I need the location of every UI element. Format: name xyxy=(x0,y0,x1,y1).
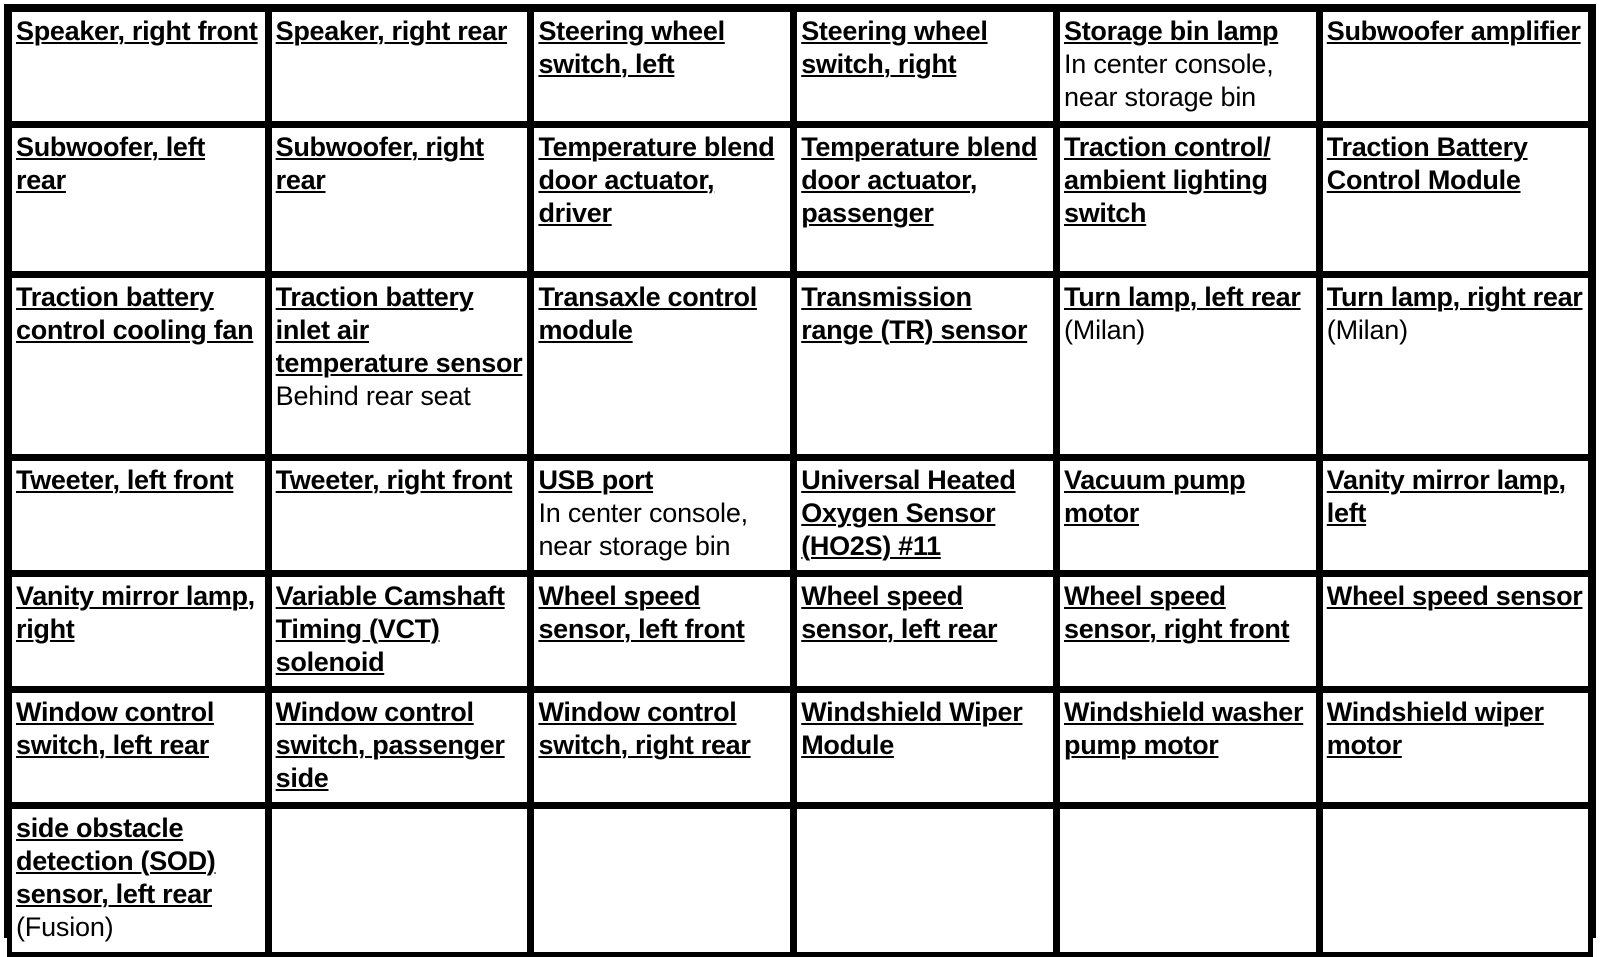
component-link[interactable]: Wheel speed sensor xyxy=(1326,581,1583,611)
component-link[interactable]: Speaker, right front xyxy=(16,16,258,46)
table-cell xyxy=(1058,691,1318,804)
empty-cell xyxy=(532,807,792,954)
component-link[interactable]: Vacuum pump motor xyxy=(1064,465,1246,528)
table-cell xyxy=(10,276,267,456)
table-cell xyxy=(10,459,267,572)
component-link[interactable]: Window control switch, left rear xyxy=(16,697,215,760)
table-cell xyxy=(1321,126,1590,273)
table-cell xyxy=(1321,575,1590,688)
location-note: (Fusion) xyxy=(16,912,114,942)
table-cell xyxy=(532,575,792,688)
location-note: In center console, near storage bin xyxy=(1064,49,1274,112)
component-link[interactable]: Windshield Wiper Module xyxy=(801,697,1023,760)
component-link[interactable]: Vanity mirror lamp, right xyxy=(16,581,255,644)
table-cell xyxy=(270,126,530,273)
table-cell xyxy=(10,10,267,123)
empty-cell xyxy=(1058,807,1318,954)
location-note: (Milan) xyxy=(1064,315,1146,345)
component-link[interactable]: side obstacle detection (SOD) sensor, left rear xyxy=(16,813,216,909)
location-note: In center console, near storage bin xyxy=(538,498,748,561)
table-row xyxy=(10,807,1590,954)
component-link[interactable]: Window control switch, passenger side xyxy=(275,697,505,793)
table-cell xyxy=(795,575,1055,688)
component-link[interactable]: Windshield washer pump motor xyxy=(1064,697,1304,760)
component-link[interactable]: Tweeter, right front xyxy=(275,465,513,495)
table-cell xyxy=(1058,126,1318,273)
component-link[interactable]: Vanity mirror lamp, left xyxy=(1326,465,1566,528)
component-link[interactable]: Window control switch, right rear xyxy=(538,697,751,760)
component-link[interactable]: Variable Camshaft Timing (VCT) solenoid xyxy=(275,581,505,677)
component-link[interactable]: Temperature blend door actuator, passenger xyxy=(801,132,1038,228)
table-cell xyxy=(795,459,1055,572)
table-row xyxy=(10,459,1590,572)
component-location-grid xyxy=(4,4,1596,942)
component-link[interactable]: Transaxle control module xyxy=(538,282,757,345)
table-cell xyxy=(1321,459,1590,572)
component-link[interactable]: Turn lamp, left rear xyxy=(1064,282,1301,312)
table-cell xyxy=(795,10,1055,123)
table-cell xyxy=(1321,691,1590,804)
empty-cell xyxy=(795,807,1055,954)
empty-cell xyxy=(1321,807,1590,954)
component-link[interactable]: Traction Battery Control Module xyxy=(1326,132,1528,195)
table-cell xyxy=(1058,459,1318,572)
table-cell xyxy=(795,276,1055,456)
component-link[interactable]: Traction control/ ambient lighting switch xyxy=(1064,132,1271,228)
table-cell xyxy=(1058,276,1318,456)
table-row xyxy=(10,691,1590,804)
table-cell xyxy=(1058,10,1318,123)
table-cell xyxy=(10,575,267,688)
table-cell xyxy=(270,575,530,688)
table-row xyxy=(10,575,1590,688)
component-link[interactable]: Subwoofer amplifier xyxy=(1326,16,1581,46)
table-cell xyxy=(1321,10,1590,123)
table-cell xyxy=(532,459,792,572)
table-cell xyxy=(270,691,530,804)
table-cell xyxy=(532,126,792,273)
component-link[interactable]: Windshield wiper motor xyxy=(1326,697,1544,760)
component-link[interactable]: Traction battery inlet air temperature sensor xyxy=(275,282,523,378)
component-link[interactable]: Temperature blend door actuator, driver xyxy=(538,132,775,228)
component-link[interactable]: Steering wheel switch, left xyxy=(538,16,725,79)
table-cell xyxy=(532,10,792,123)
table-cell xyxy=(270,459,530,572)
component-link[interactable]: Speaker, right rear xyxy=(275,16,508,46)
table-cell xyxy=(1058,575,1318,688)
component-link[interactable]: Turn lamp, right rear xyxy=(1326,282,1583,312)
component-link[interactable]: Subwoofer, right rear xyxy=(275,132,484,195)
component-link[interactable]: Wheel speed sensor, left rear xyxy=(801,581,998,644)
table-cell xyxy=(795,126,1055,273)
component-link[interactable]: Wheel speed sensor, right front xyxy=(1064,581,1290,644)
table-cell xyxy=(10,807,267,954)
component-link[interactable]: USB port xyxy=(538,465,654,495)
table-cell xyxy=(795,691,1055,804)
component-link[interactable]: Traction battery control cooling fan xyxy=(16,282,254,345)
table-cell xyxy=(270,276,530,456)
component-link[interactable]: Tweeter, left front xyxy=(16,465,234,495)
location-note: Behind rear seat xyxy=(275,381,471,411)
table-cell xyxy=(10,691,267,804)
component-location-table xyxy=(7,7,1593,957)
table-cell xyxy=(270,10,530,123)
table-cell xyxy=(1321,276,1590,456)
table-row xyxy=(10,126,1590,273)
table-row xyxy=(10,276,1590,456)
component-link[interactable]: Storage bin lamp xyxy=(1064,16,1279,46)
table-row xyxy=(10,10,1590,123)
empty-cell xyxy=(270,807,530,954)
component-link[interactable]: Subwoofer, left rear xyxy=(16,132,206,195)
component-link[interactable]: Wheel speed sensor, left front xyxy=(538,581,745,644)
location-note: (Milan) xyxy=(1326,315,1408,345)
table-cell xyxy=(532,691,792,804)
component-link[interactable]: Steering wheel switch, right xyxy=(801,16,988,79)
table-cell xyxy=(10,126,267,273)
component-link[interactable]: Universal Heated Oxygen Sensor (HO2S) #11 xyxy=(801,465,1016,561)
table-cell xyxy=(532,276,792,456)
component-link[interactable]: Transmission range (TR) sensor xyxy=(801,282,1028,345)
